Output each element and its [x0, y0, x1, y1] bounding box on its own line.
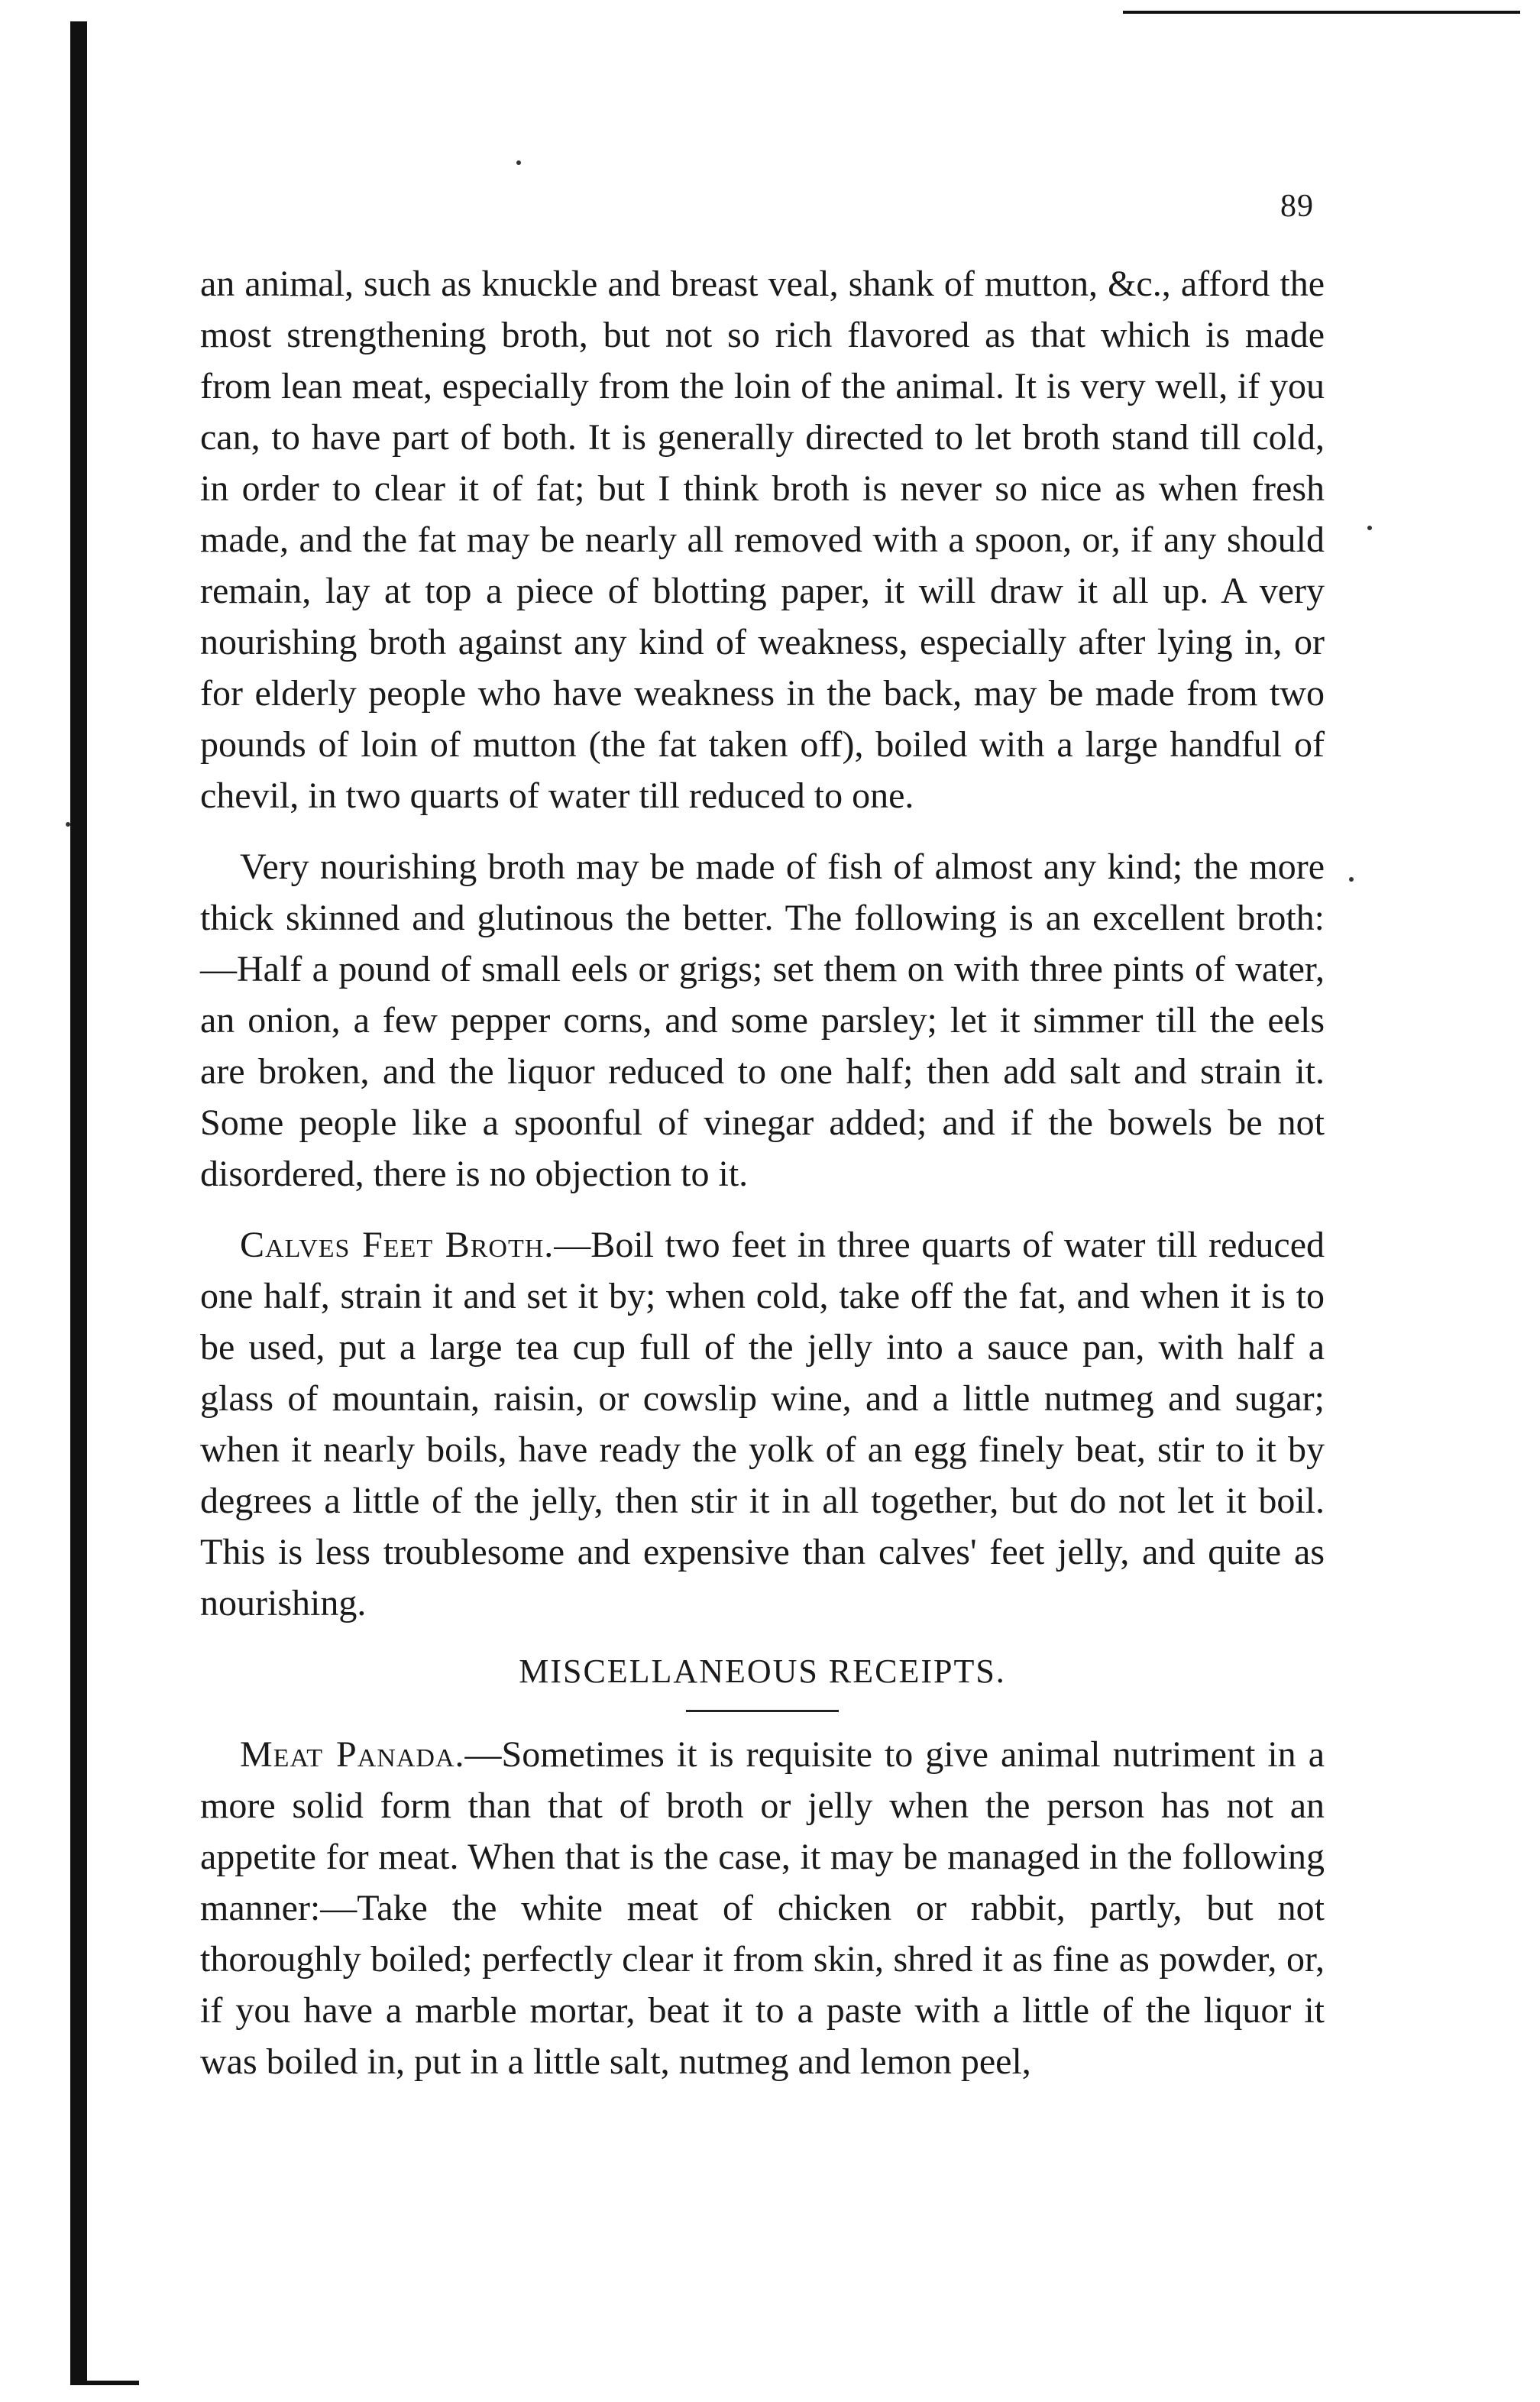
body-text — [200, 258, 1325, 2107]
recipe-title-calves-feet-broth: Calves Feet Broth. — [240, 1225, 555, 1265]
paragraph-meat-panada — [200, 1729, 1325, 2087]
paragraph-fish-broth: Very nourishing broth may be made of fish of almost any kind; the more thick skinned and glutinous the better. The following is an excellent broth:—Half a pound of small eels or grigs; set them on with three pints of water, an onion, a few pepper corns, and some parsley; let it simmer till the eels are broken, and the liquor reduced to one half; then add salt and strain it. Some people like a spoonful of vinegar added; and if the bowels be not disordered, there is no objection to it. — [200, 847, 1325, 1194]
top-edge-rule — [1123, 11, 1520, 14]
page-number: 89 — [1280, 189, 1314, 224]
binding-edge-foot — [70, 2381, 139, 2385]
section-heading-rule — [686, 1710, 839, 1712]
print-speck — [516, 160, 521, 165]
paragraph-broth-meat: an animal, such as knuckle and breast veal, shank of mutton, &c., afford the most strengthening broth, but not so rich flavored as that which is made from lean meat, especially from the loin of the animal. It is very well, if you can, to have part of both. It is generally directed to let broth stand till cold, in order to clear it of fat; but I think broth is never so nice as when fresh made, and the fat may be nearly all removed with a spoon, or, if any should remain, lay at top a piece of blotting paper, it will draw it all up. A very nourishing broth against any kind of weakness, especially after lying in, or for elderly people who have weakness in the back, may be made from two pounds of loin of mutton (the fat taken off), boiled with a large handful of chevil, in two quarts of water till reduced to one. — [200, 264, 1325, 816]
paragraph-calves-feet-broth — [200, 1219, 1325, 1629]
print-speck — [1349, 877, 1354, 882]
section-heading: MISCELLANEOUS RECEIPTS. — [519, 1653, 1006, 1690]
recipe-body-meat-panada: —Sometimes it is requisite to give animal nutriment in a more solid form than that of broth or jelly when the person has not an appetite for meat. When that is the case, it may be managed in the following manner:—Take the white meat of chicken or rabbit, partly, but not thoroughly boiled; perfectly clear it from skin, shred it as fine as powder, or, if you have a marble mortar, beat it to a paste with a little of the liquor it was boiled in, put in a little salt, nutmeg and lemon peel, — [200, 1734, 1325, 2082]
binding-edge — [70, 21, 87, 2382]
recipe-body-calves-feet-broth: —Boil two feet in three quarts of water till reduced one half, strain it and set it by; when cold, take off the fat, and when it is to be used, put a large tea cup full of the jelly into a sauce pan, with half a glass of mountain, raisin, or cowslip wine, and a little nutmeg and sugar; when it nearly boils, have ready the yolk of an egg finely beat, stir to it by degrees a little of the jelly, then stir it in all together, but do not let it boil. This is less troublesome and expensive than calves' feet jelly, and quite as nourishing. — [200, 1225, 1325, 1623]
print-speck — [1367, 526, 1372, 530]
print-speck — [66, 822, 70, 827]
recipe-title-meat-panada: Meat Panada. — [240, 1734, 465, 1775]
